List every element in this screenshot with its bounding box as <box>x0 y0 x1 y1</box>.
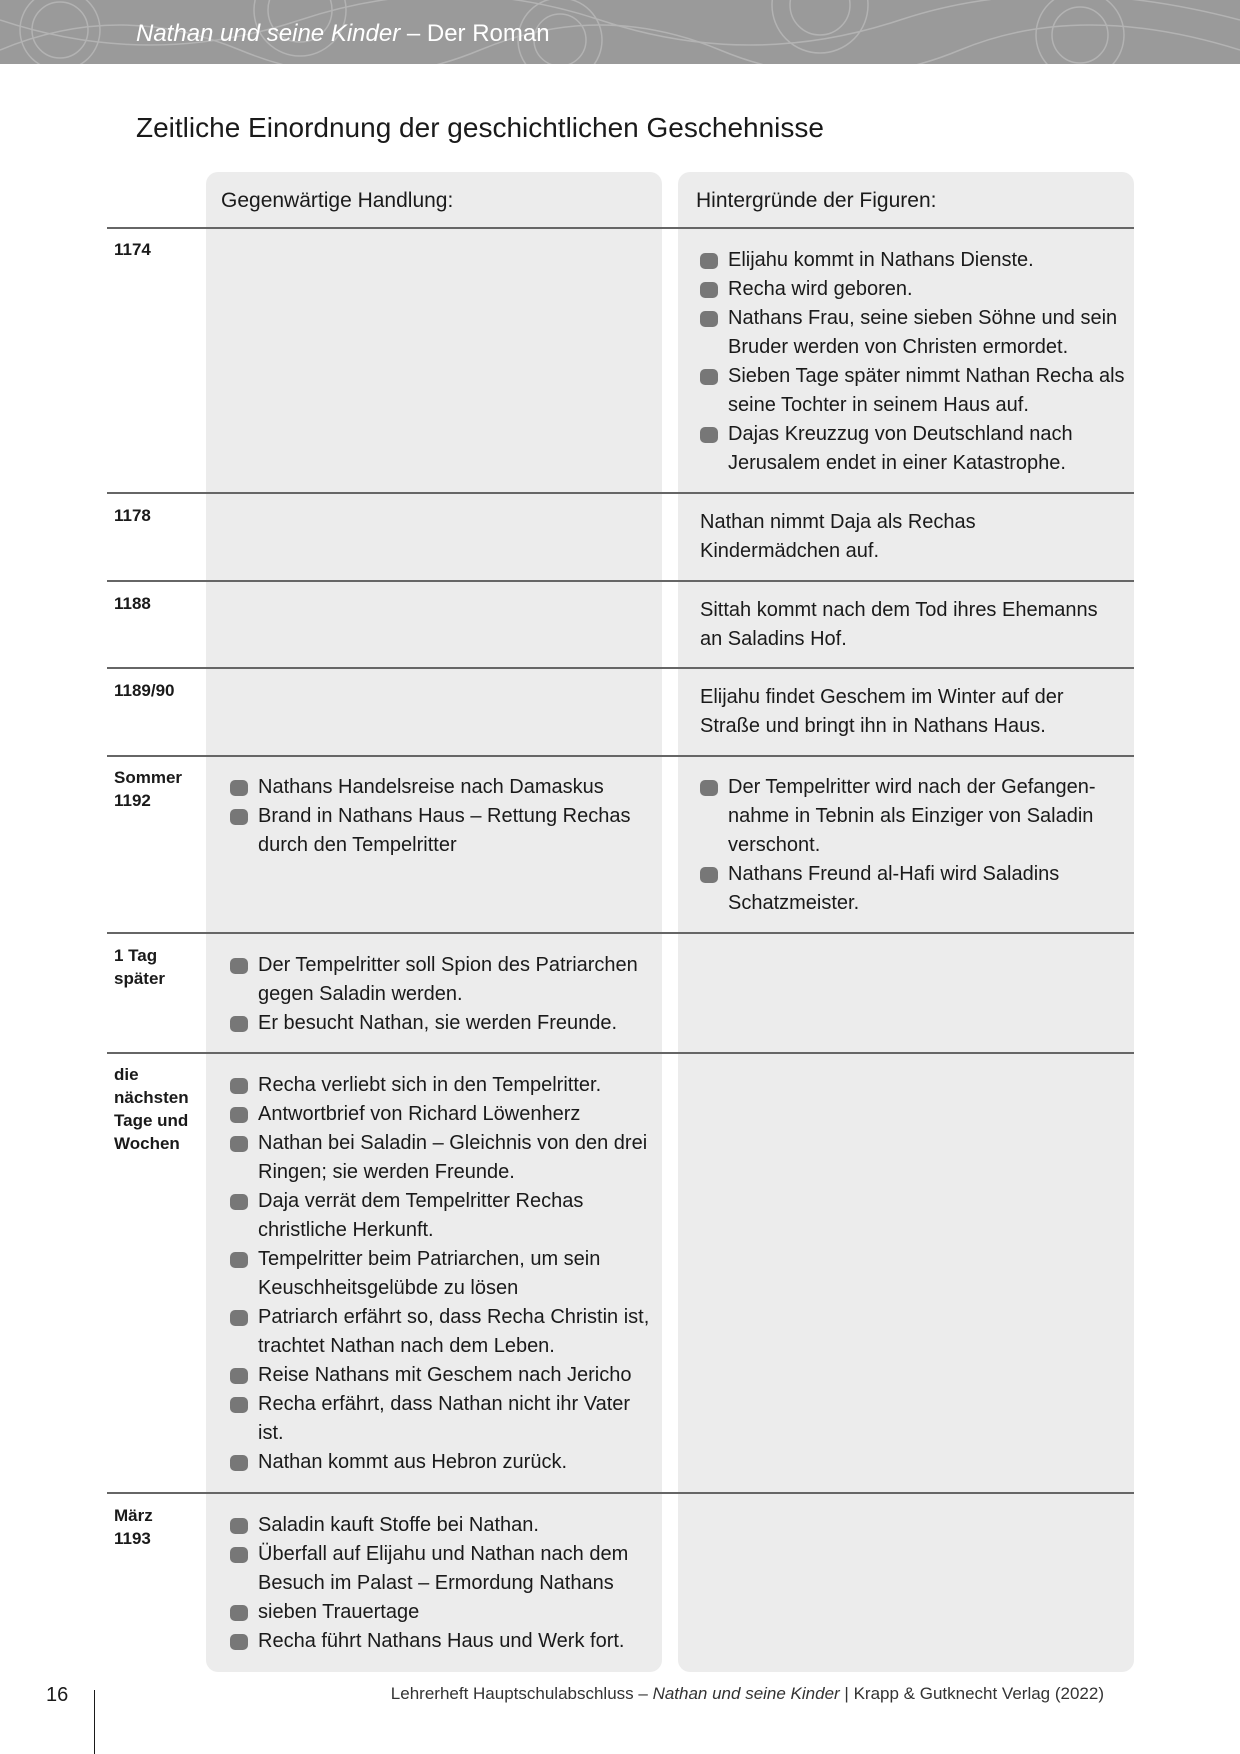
list-item: Nathan kommt aus Hebron zurück. <box>230 1448 650 1477</box>
row-label-naechste-tage: die nächsten Tage und Wochen <box>114 1065 189 1153</box>
bullet-icon <box>230 1252 248 1268</box>
bullet-icon <box>230 1605 248 1621</box>
left-cell-maerz-1193 <box>230 1511 650 1656</box>
list-item: Recha wird geboren. <box>700 275 1130 304</box>
row-divider <box>107 667 1134 669</box>
list-item: Saladin kauft Stoffe bei Nathan. <box>230 1511 650 1540</box>
bullet-icon <box>700 427 718 443</box>
left-cell-naechste-tage <box>230 1071 650 1477</box>
footer-rule <box>94 1690 95 1754</box>
bullet-icon <box>700 867 718 883</box>
list-item: Überfall auf Elijahu und Nathan nach dem Besuch im Palast – Ermordung Nathans <box>230 1540 650 1598</box>
list-item: Recha führt Nathans Haus und Werk fort. <box>230 1627 650 1656</box>
bullet-icon <box>230 958 248 974</box>
row-label-1-tag-spaeter: 1 Tag später <box>114 946 166 988</box>
row-label-sommer-1192: Sommer 1192 <box>114 768 183 810</box>
list-item: Der Tempelritter soll Spion des Patriarchen gegen Saladin werden. <box>230 951 650 1009</box>
page-number: 16 <box>46 1684 69 1706</box>
bullet-icon <box>230 1397 248 1413</box>
list-item: Reise Nathans mit Geschem nach Jericho <box>230 1361 650 1390</box>
list-item: Nathans Frau, seine sieben Söhne und sein Bruder werden von Christen ermordet. <box>700 304 1130 362</box>
list-item: Sieben Tage später nimmt Nathan Recha als seine Tochter in seinem Haus auf. <box>700 362 1130 420</box>
row-divider <box>107 580 1134 582</box>
bullet-icon <box>230 1016 248 1032</box>
right-cell-1188: Sittah kommt nach dem Tod ihres Ehemanns an Saladins Hof. <box>700 599 1098 650</box>
footer-text: Lehrerheft Hauptschulabschluss – Nathan und seine Kinder | Krapp & Gutknecht Verlag (2022) <box>390 1684 1104 1703</box>
bullet-icon <box>230 1078 248 1094</box>
bullet-icon <box>230 1107 248 1123</box>
bullet-icon <box>230 1368 248 1384</box>
right-cell-sommer-1192 <box>700 773 1120 918</box>
left-column-header: Gegenwärtige Handlung: <box>221 189 454 212</box>
header-title-rest: – Der Roman <box>400 20 550 47</box>
row-divider <box>107 227 1134 229</box>
right-cell-1189-90: Elijahu findet Geschem im Winter auf der Straße und bringt ihn in Nathans Haus. <box>700 686 1064 737</box>
bullet-icon <box>230 780 248 796</box>
list-item: Nathan bei Saladin – Gleichnis von den drei Ringen; sie werden Freunde. <box>230 1129 650 1187</box>
bullet-icon <box>230 1194 248 1210</box>
bullet-icon <box>700 780 718 796</box>
list-item: sieben Trauertage <box>230 1598 650 1627</box>
list-item: Dajas Kreuzzug von Deutschland nach Jerusalem endet in einer Katastrophe. <box>700 420 1130 478</box>
row-divider <box>107 932 1134 934</box>
list-item: Er besucht Nathan, sie werden Freunde. <box>230 1009 650 1038</box>
header-title-italic: Nathan und seine Kinder <box>136 20 401 47</box>
header-title <box>136 20 550 48</box>
bullet-icon <box>230 1547 248 1563</box>
list-item: Der Tempelritter wird nach der Gefangen-nahme in Tebnin als Einziger von Saladin verschont. <box>700 773 1120 860</box>
list-item: Recha verliebt sich in den Tempelritter. <box>230 1071 650 1100</box>
list-item: Nathans Freund al-Hafi wird Saladins Schatzmeister. <box>700 860 1120 918</box>
bullet-icon <box>230 1136 248 1152</box>
bullet-icon <box>700 282 718 298</box>
bullet-icon <box>230 1310 248 1326</box>
left-cell-1-tag-spaeter <box>230 951 650 1038</box>
page-heading: Zeitliche Einordnung der geschichtlichen Geschehnisse <box>136 112 824 143</box>
list-item: Tempelritter beim Patriarchen, um sein Keuschheitsgelübde zu lösen <box>230 1245 650 1303</box>
list-item: Brand in Nathans Haus – Rettung Rechas durch den Tempelritter <box>230 802 650 860</box>
list-item: Nathans Handelsreise nach Damaskus <box>230 773 650 802</box>
bullet-icon <box>700 253 718 269</box>
row-divider <box>107 755 1134 757</box>
bullet-icon <box>700 369 718 385</box>
list-item: Elijahu kommt in Nathans Dienste. <box>700 246 1130 275</box>
row-label-maerz-1193: März 1193 <box>114 1506 153 1548</box>
right-cell-1178: Nathan nimmt Daja als Rechas Kindermädchen auf. <box>700 511 976 562</box>
bullet-icon <box>230 809 248 825</box>
bullet-icon <box>230 1634 248 1650</box>
right-column-header: Hintergründe der Figuren: <box>696 189 937 212</box>
list-item: Antwortbrief von Richard Löwenherz <box>230 1100 650 1129</box>
list-item: Daja verrät dem Tempelritter Rechas christliche Herkunft. <box>230 1187 650 1245</box>
row-label-1178: 1178 <box>114 506 151 525</box>
list-item: Recha erfährt, dass Nathan nicht ihr Vater ist. <box>230 1390 650 1448</box>
header-band <box>0 0 1240 64</box>
list-item: Patriarch erfährt so, dass Recha Christin ist, trachtet Nathan nach dem Leben. <box>230 1303 650 1361</box>
bullet-icon <box>700 311 718 327</box>
row-divider <box>107 1492 1134 1494</box>
row-divider <box>107 1052 1134 1054</box>
bullet-icon <box>230 1455 248 1471</box>
left-cell-sommer-1192 <box>230 773 650 860</box>
right-cell-1174 <box>700 246 1130 478</box>
row-label-1189-90: 1189/90 <box>114 681 175 700</box>
row-divider <box>107 492 1134 494</box>
bullet-icon <box>230 1518 248 1534</box>
row-label-1188: 1188 <box>114 594 151 613</box>
row-label-1174: 1174 <box>114 240 151 259</box>
